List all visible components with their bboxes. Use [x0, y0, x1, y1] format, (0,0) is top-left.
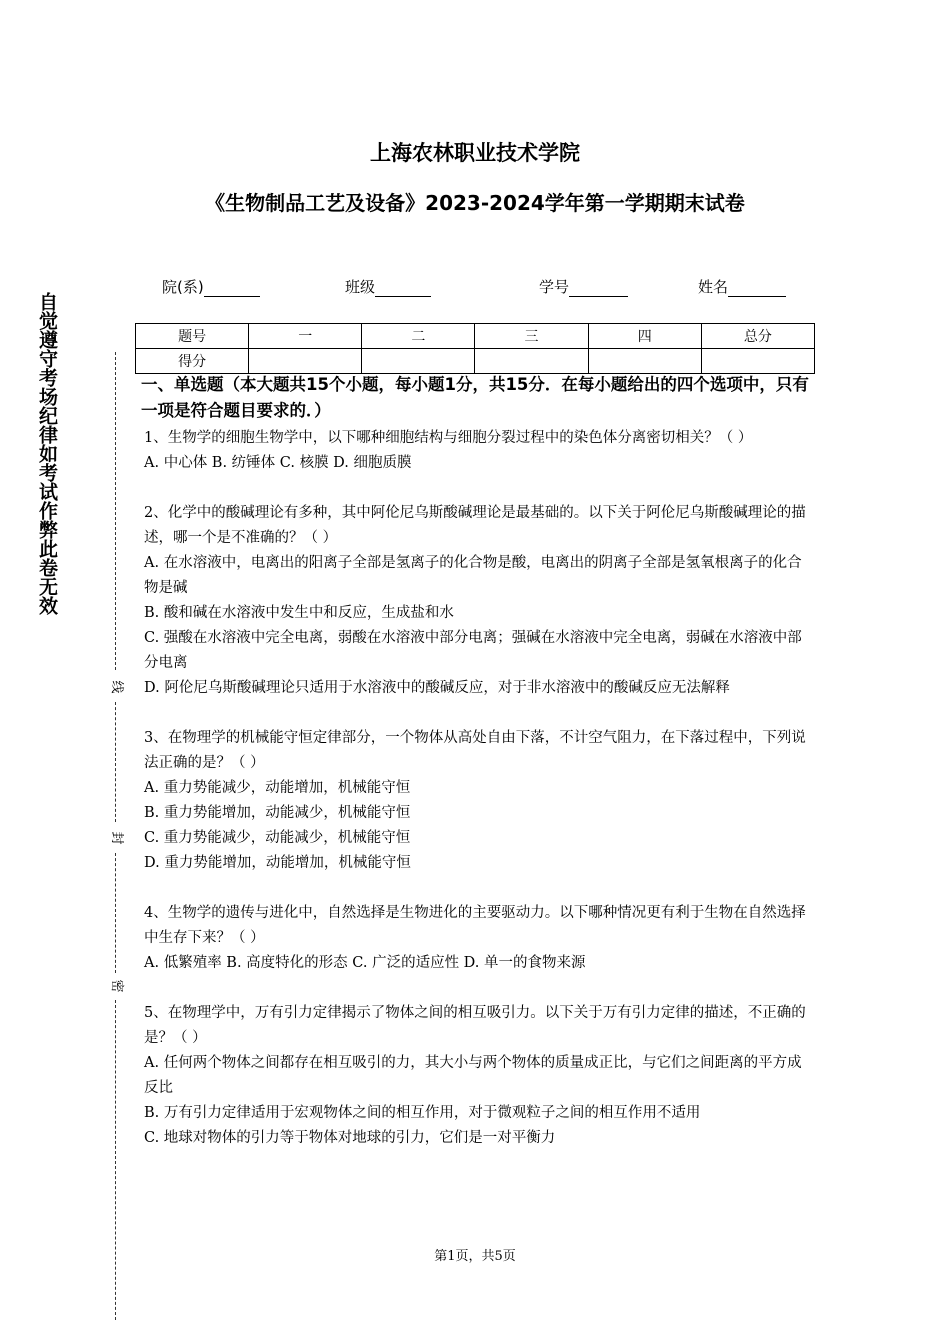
name-field [698, 276, 786, 297]
question-options: A. 中心体 B. 纺锤体 C. 核膜 D. 细胞质膜 [144, 455, 412, 471]
question-1 [144, 426, 810, 476]
question-stem: 5、在物理学中，万有引力定律揭示了物体之间的相互吸引力。以下关于万有引力定律的描述，不正确的是？（ ） [144, 1005, 806, 1046]
option-b: B. 重力势能增加，动能减少，机械能守恒 [144, 805, 411, 821]
table-cell: 四 [588, 324, 701, 349]
question-2 [144, 501, 810, 701]
question-3 [144, 726, 810, 876]
question-5 [144, 1001, 810, 1151]
option-d: D. 重力势能增加，动能增加，机械能守恒 [144, 855, 411, 871]
score-cell[interactable] [362, 349, 475, 374]
question-stem: 4、生物学的遗传与进化中，自然选择是生物进化的主要驱动力。以下哪种情况更有利于生物在自然选择中生存下来？（ ） [144, 905, 806, 946]
option-a: A. 在水溶液中，电离出的阳离子全部是氢离子的化合物是酸，电离出的阴离子全部是氢氧根离子的化合物是碱 [144, 555, 802, 596]
question-stem: 3、在物理学的机械能守恒定律部分，一个物体从高处自由下落，不计空气阻力，在下落过程中，下列说法正确的是？（ ） [144, 730, 806, 771]
option-b: B. 万有引力定律适用于宏观物体之间的相互作用，对于微观粒子之间的相互作用不适用 [144, 1105, 701, 1121]
section-heading: 一、单选题（本大题共15个小题，每小题1分，共15分．在每小题给出的四个选项中，只有一项是符合题目要求的．） [141, 375, 809, 420]
score-cell[interactable] [475, 349, 588, 374]
score-table-header-row [136, 324, 815, 349]
exam-title: 《生物制品工艺及设备》2023-2024学年第一学期期末试卷 [205, 191, 745, 215]
name-label: 姓名 [698, 278, 729, 296]
option-d: D. 阿伦尼乌斯酸碱理论只适用于水溶液中的酸碱反应，对于非水溶液中的酸碱反应无法解释 [144, 680, 730, 696]
class-blank[interactable] [375, 280, 431, 297]
table-cell: 题号 [136, 324, 249, 349]
school-title: 上海农林职业技术学院 [370, 141, 580, 165]
score-cell[interactable] [701, 349, 814, 374]
table-cell: 一 [249, 324, 362, 349]
score-table-score-row [136, 349, 815, 374]
question-section [141, 372, 810, 1176]
table-cell: 三 [475, 324, 588, 349]
table-cell: 得分 [136, 349, 249, 374]
option-a: A. 重力势能减少，动能增加，机械能守恒 [144, 780, 411, 796]
binding-dash-line [115, 702, 116, 822]
question-4 [144, 901, 810, 976]
score-cell[interactable] [249, 349, 362, 374]
option-b: B. 酸和碱在水溶液中发生中和反应，生成盐和水 [144, 605, 454, 621]
class-field [345, 276, 431, 297]
dept-label: 院(系) [162, 278, 204, 296]
question-options: A. 低繁殖率 B. 高度特化的形态 C. 广泛的适应性 D. 单一的食物来源 [144, 955, 586, 971]
class-label: 班级 [345, 278, 376, 296]
score-table [135, 323, 815, 374]
student-id-field [539, 276, 628, 297]
score-cell[interactable] [588, 349, 701, 374]
student-id-blank[interactable] [569, 280, 628, 297]
vertical-notice: 自觉遵守考场纪律如考试作弊此卷无效 [36, 292, 58, 615]
option-c: C. 重力势能减少，动能减少，机械能守恒 [144, 830, 411, 846]
page-number: 第1页，共5页 [434, 1249, 516, 1264]
question-stem: 2、化学中的酸碱理论有多种，其中阿伦尼乌斯酸碱理论是最基础的。以下关于阿伦尼乌斯酸碱理论的描述，哪一个是不准确的？（ ） [144, 505, 806, 546]
name-blank[interactable] [728, 280, 786, 297]
binding-char-xian: 线 [109, 680, 124, 694]
option-c: C. 强酸在水溶液中完全电离，弱酸在水溶液中部分电离；强碱在水溶液中完全电离，弱碱在水溶液中部分电离 [144, 630, 802, 671]
binding-char-feng: 封 [109, 831, 124, 845]
binding-dash-line [115, 853, 116, 973]
student-id-label: 学号 [539, 278, 570, 296]
binding-dash-line [115, 352, 116, 670]
binding-char-mi: 密 [109, 979, 124, 993]
option-c: C. 地球对物体的引力等于物体对地球的引力，它们是一对平衡力 [144, 1130, 556, 1146]
dept-blank[interactable] [204, 280, 260, 297]
option-a: A. 任何两个物体之间都存在相互吸引的力，其大小与两个物体的质量成正比，与它们之间距离的平方成反比 [144, 1055, 802, 1096]
table-cell: 总分 [701, 324, 814, 349]
dept-field [162, 276, 260, 297]
table-cell: 二 [362, 324, 475, 349]
binding-dash-line [115, 1000, 116, 1320]
question-stem: 1、生物学的细胞生物学中，以下哪种细胞结构与细胞分裂过程中的染色体分离密切相关？（ ） [144, 430, 753, 446]
